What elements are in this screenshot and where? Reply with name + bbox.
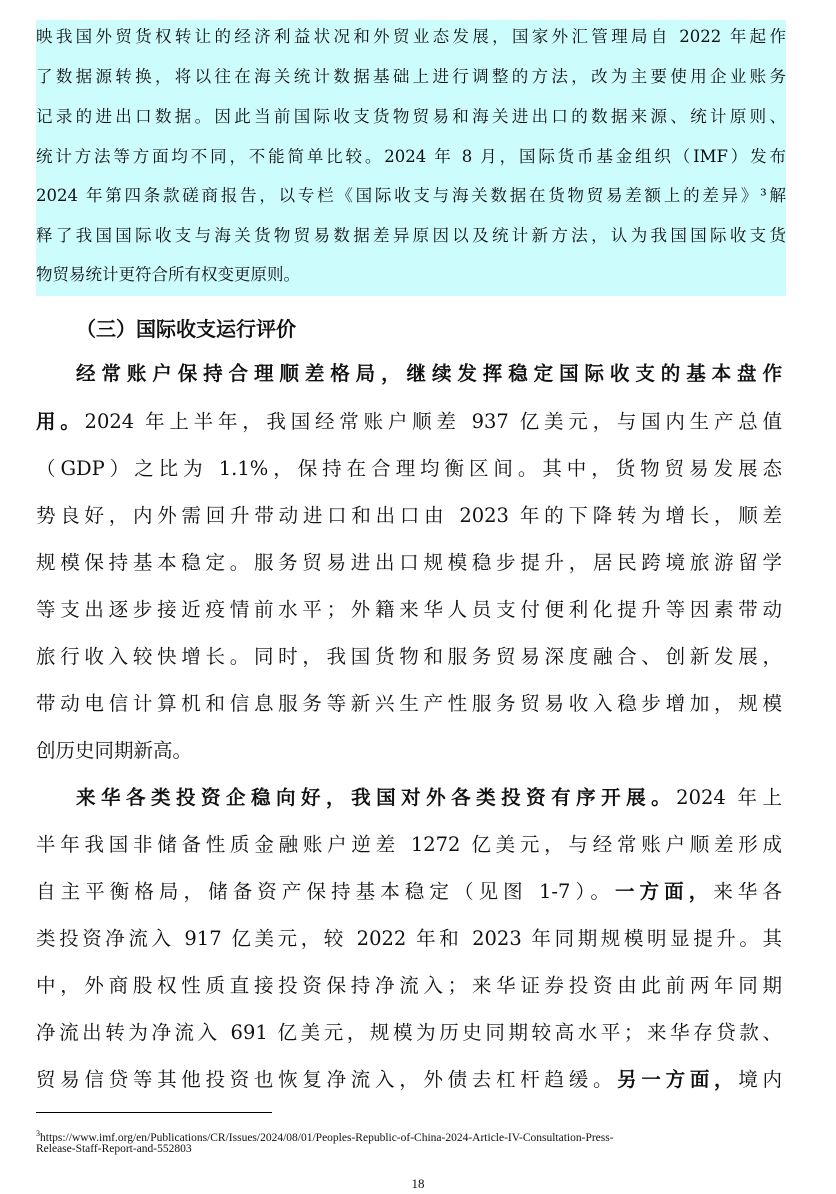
paragraph-line bbox=[36, 1066, 782, 1094]
footnote-separator bbox=[36, 1112, 272, 1113]
text-run: 来华各 bbox=[713, 880, 782, 903]
footnote-link[interactable]: https://www.imf.org/en/Publications/CR/Issues/2024/08/01/Peoples-Republic-of-China-2024-Article-IV-Consultation-Press- bbox=[40, 1131, 614, 1144]
bold-lead: 来华各类投资企稳向好，我国对外各类投资有序开展。 bbox=[76, 786, 677, 809]
paragraph-line: 中，外商股权性质直接投资保持净流入；来华证券投资由此前两年同期 bbox=[36, 974, 782, 997]
box-line: 统计方法等方面均不同，不能简单比较。2024 年 8 月，国际货币基金组织（IMF）发布 bbox=[36, 147, 786, 166]
bold-phrase: 一方面， bbox=[614, 880, 714, 903]
paragraph-line bbox=[76, 360, 782, 388]
box-line: 2024 年第四条款磋商报告，以专栏《国际收支与海关数据在货物贸易差额上的差异》³解 bbox=[36, 186, 786, 205]
text-run: 贸易信贷等其他投资也恢复净流入，外债去杠杆趋缓。 bbox=[36, 1068, 618, 1091]
box-line: 记录的进出口数据。因此当前国际收支货物贸易和海关进出口的数据来源、统计原则、 bbox=[36, 107, 786, 126]
paragraph-line bbox=[36, 408, 782, 436]
box-line: 了数据源转换，将以往在海关统计数据基础上进行调整的方法，改为主要使用企业账务 bbox=[36, 67, 786, 86]
paragraph-line: 创历史同期新高。 bbox=[36, 739, 193, 762]
text-run: 自主平衡格局，储备资产保持基本稳定（见图 1-7）。 bbox=[36, 880, 615, 903]
box-line: 映我国外贸货权转让的经济利益状况和外贸业态发展，国家外汇管理局自 2022 年起作 bbox=[36, 27, 786, 46]
paragraph-line bbox=[36, 878, 782, 906]
text-run: 境内 bbox=[738, 1068, 782, 1091]
bold-lead: 用。 bbox=[36, 410, 85, 433]
section-heading: （三）国际收支运行评价 bbox=[76, 317, 296, 341]
paragraph-line: （GDP）之比为 1.1%，保持在合理均衡区间。其中，货物贸易发展态 bbox=[36, 457, 782, 480]
box-line: 物贸易统计更符合所有权变更原则。 bbox=[36, 265, 300, 284]
footnote-line[interactable]: Release-Staff-Report-and-552803 bbox=[36, 1143, 192, 1155]
bold-lead: 经常账户保持合理顺差格局，继续发挥稳定国际收支的基本盘作 bbox=[76, 362, 782, 385]
paragraph-line: 净流出转为净流入 691 亿美元，规模为历史同期较高水平；来华存贷款、 bbox=[36, 1021, 782, 1044]
bold-phrase: 另一方面， bbox=[617, 1068, 739, 1091]
paragraph-line: 规模保持基本稳定。服务贸易进出口规模稳步提升，居民跨境旅游留学 bbox=[36, 551, 782, 574]
box-line: 释了我国国际收支与海关货物贸易数据差异原因以及统计新方法，认为我国国际收支货 bbox=[36, 226, 786, 245]
paragraph-line bbox=[76, 784, 782, 812]
paragraph-line: 带动电信计算机和信息服务等新兴生产性服务贸易收入稳步增加，规模 bbox=[36, 692, 782, 715]
paragraph-line: 等支出逐步接近疫情前水平；外籍来华人员支付便利化提升等因素带动 bbox=[36, 598, 782, 621]
footnote-marker: 3 bbox=[36, 1129, 40, 1138]
paragraph-line: 旅行收入较快增长。同时，我国货物和服务贸易深度融合、创新发展， bbox=[36, 645, 782, 668]
text-run: 2024 年上 bbox=[676, 786, 782, 809]
paragraph-line: 半年我国非储备性质金融账户逆差 1272 亿美元，与经常账户顺差形成 bbox=[36, 833, 782, 856]
paragraph-line: 类投资净流入 917 亿美元，较 2022 年和 2023 年同期规模明显提升。其 bbox=[36, 927, 782, 950]
paragraph-line: 势良好，内外需回升带动进口和出口由 2023 年的下降转为增长，顺差 bbox=[36, 504, 782, 527]
page-number: 18 bbox=[411, 1176, 425, 1191]
text-run: 2024 年上半年，我国经常账户顺差 937 亿美元，与国内生产总值 bbox=[84, 410, 782, 433]
